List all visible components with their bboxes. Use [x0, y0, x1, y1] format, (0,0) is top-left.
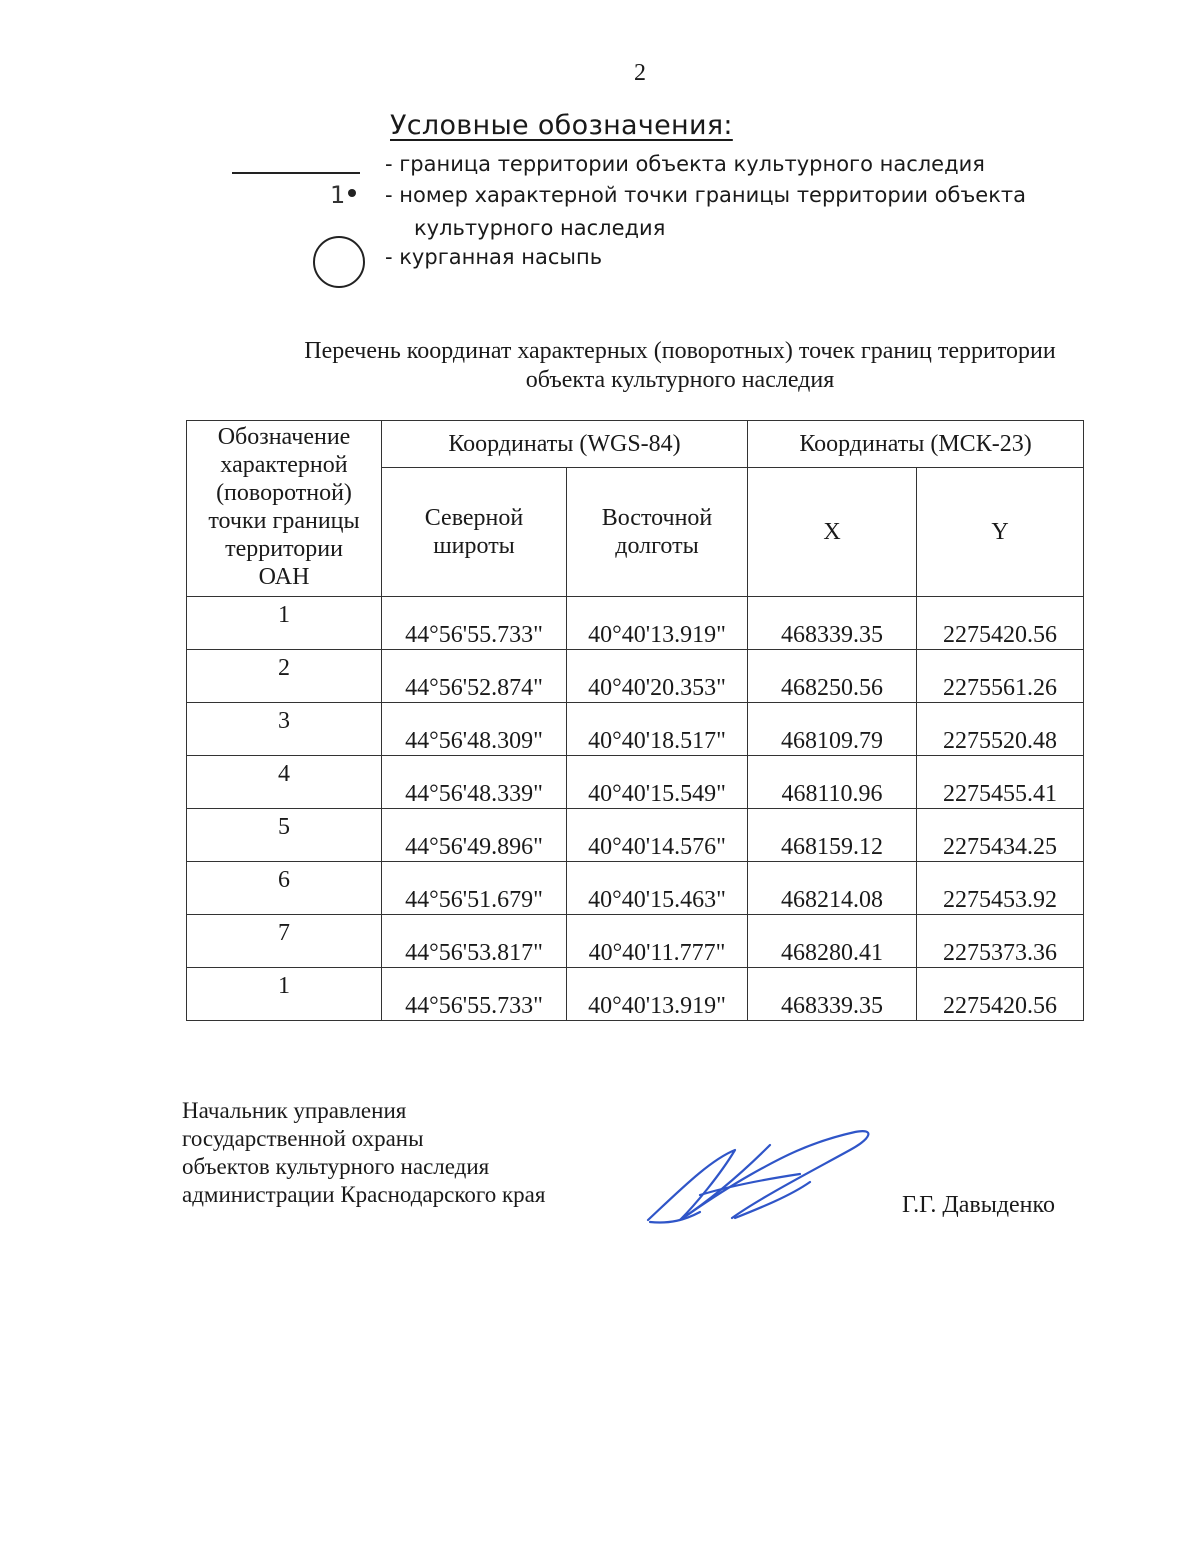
- legend-item-boundary: - граница территории объекта культурного наследия: [385, 152, 985, 176]
- legend-point-icon: [330, 181, 356, 209]
- handwritten-signature: [640, 1120, 880, 1230]
- header-y: Y: [917, 468, 1084, 597]
- list-title-line1: Перечень координат характерных (поворотных) точек границ территории: [304, 338, 1056, 364]
- signer-name: Г.Г. Давыденко: [902, 1192, 1055, 1218]
- legend-item-mound: - курганная насыпь: [385, 245, 603, 269]
- table-row: 7 44°56'53.817" 40°40'11.777" 468280.41 2275373.36: [187, 915, 1084, 968]
- page-number: 2: [634, 60, 646, 86]
- table-row: 6 44°56'51.679" 40°40'15.463" 468214.08 2275453.92: [187, 862, 1084, 915]
- list-title: [180, 337, 1180, 395]
- header-longitude: Восточной долготы: [567, 468, 748, 597]
- table-row: 2 44°56'52.874" 40°40'20.353" 468250.56 2275561.26: [187, 650, 1084, 703]
- header-designation: Обозначение характерной (поворотной) точки границы территории ОАН: [187, 421, 382, 597]
- table-row: 5 44°56'49.896" 40°40'14.576" 468159.12 2275434.25: [187, 809, 1084, 862]
- coordinates-table: [186, 420, 1084, 1021]
- legend-line-icon: [232, 172, 360, 174]
- header-wgs84: Координаты (WGS-84): [382, 421, 748, 468]
- legend-title: Условные обозначения:: [390, 110, 733, 141]
- legend-point-number: 1: [330, 181, 346, 209]
- table-row: 3 44°56'48.309" 40°40'18.517" 468109.79 2275520.48: [187, 703, 1084, 756]
- signer-position: Начальник управления государственной охраны объектов культурного наследия администрации Краснодарского края: [182, 1098, 546, 1207]
- table-row: 1 44°56'55.733" 40°40'13.919" 468339.35 2275420.56: [187, 968, 1084, 1021]
- legend-item-point-line2: культурного наследия: [414, 216, 666, 240]
- list-title-line2: объекта культурного наследия: [525, 367, 835, 393]
- table-row: 4 44°56'48.339" 40°40'15.549" 468110.96 2275455.41: [187, 756, 1084, 809]
- legend-circle-icon: [313, 236, 365, 288]
- legend-item-point-line1: - номер характерной точки границы территории объекта: [385, 183, 1027, 207]
- table-row: 1 44°56'55.733" 40°40'13.919" 468339.35 2275420.56: [187, 597, 1084, 650]
- header-x: X: [748, 468, 917, 597]
- header-latitude: Северной широты: [382, 468, 567, 597]
- header-msk23: Координаты (МСК-23): [748, 421, 1084, 468]
